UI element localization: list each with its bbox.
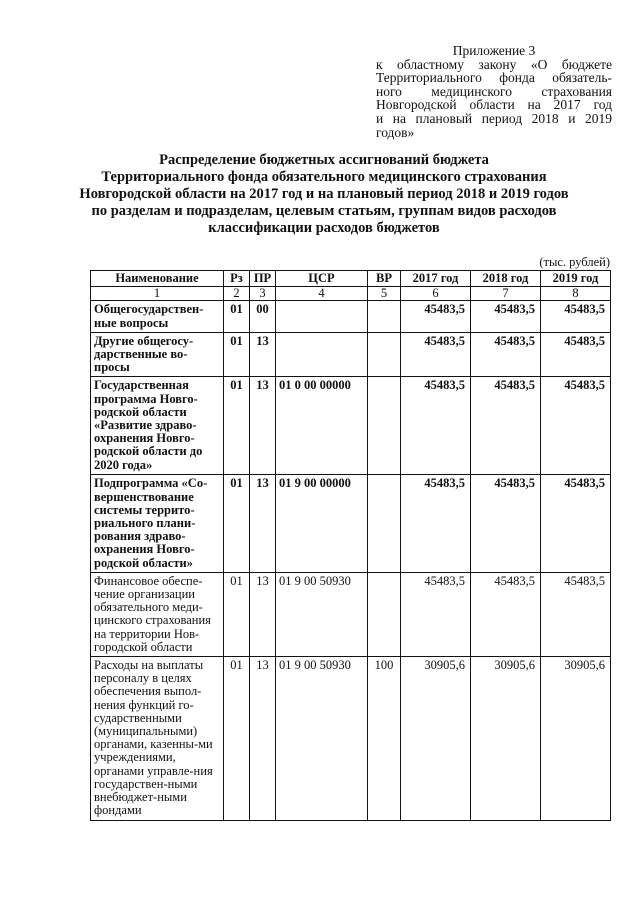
document-title [70,152,578,237]
row-csr: 01 9 00 50930 [276,657,368,820]
row-2019: 45483,5 [541,377,611,475]
column-number: 8 [541,287,611,301]
table-row [91,572,611,656]
title-line: Распределение бюджетных ассигнований бюджета [159,152,489,168]
row-2017: 45483,5 [401,377,471,475]
column-number: 7 [471,287,541,301]
row-name: Финансовое обеспе-чение организации обязательного меди-цинского страхования на территории Нов-городской области [91,572,224,656]
row-name: Общегосударствен-ные вопросы [91,301,224,332]
row-rz: 01 [224,332,250,377]
row-2018: 45483,5 [471,332,541,377]
appendix-line: Новгородской области на 2017 год [376,97,612,113]
row-name: Государственная программа Новго-родской области «Развитие здраво-охранения Новго-родской области до 2020 года» [91,377,224,475]
row-csr [276,301,368,332]
appendix-line: к областному закону «О бюджете [376,56,612,72]
row-csr: 01 0 00 00000 [276,377,368,475]
row-vr [368,301,401,332]
title-line: классификации расходов бюджетов [208,220,440,236]
row-csr [276,332,368,377]
row-2019: 45483,5 [541,572,611,656]
title-line: по разделам и подразделам, целевым статьям, группам видов расходов [91,203,557,219]
budget-table [90,270,611,821]
row-2018: 30905,6 [471,657,541,820]
row-rz: 01 [224,572,250,656]
row-pr: 13 [250,377,276,475]
row-csr: 01 9 00 50930 [276,572,368,656]
appendix-line: годов» [376,124,415,140]
header-rz: Рз [224,271,250,287]
row-vr [368,332,401,377]
row-rz: 01 [224,377,250,475]
row-pr: 00 [250,301,276,332]
header-name: Наименование [91,271,224,287]
row-vr [368,475,401,572]
row-csr: 01 9 00 00000 [276,475,368,572]
header-vr: ВР [368,271,401,287]
appendix-line: Территориального фонда обязатель- [376,70,612,86]
appendix-line: и на плановый период 2018 и 2019 [376,110,612,126]
row-2017: 45483,5 [401,572,471,656]
row-2017: 45483,5 [401,301,471,332]
header-row [91,271,611,287]
row-2019: 45483,5 [541,475,611,572]
row-pr: 13 [250,332,276,377]
appendix-heading: Приложение 3 [452,43,536,58]
row-pr: 13 [250,657,276,820]
column-number-row [91,287,611,301]
title-line: Новгородской области на 2017 год и на плановый период 2018 и 2019 годов [79,186,569,202]
title-line: Территориального фонда обязательного медицинского страхования [101,169,547,185]
column-number: 1 [91,287,224,301]
appendix-line: ного медицинского страхования [376,83,612,99]
row-2017: 45483,5 [401,332,471,377]
table-row [91,377,611,475]
row-2018: 45483,5 [471,377,541,475]
row-2017: 45483,5 [401,475,471,572]
row-2019: 30905,6 [541,657,611,820]
header-csr: ЦСР [276,271,368,287]
row-pr: 13 [250,475,276,572]
header-2017: 2017 год [401,271,471,287]
row-rz: 01 [224,301,250,332]
table-row [91,301,611,332]
row-rz: 01 [224,657,250,820]
row-pr: 13 [250,572,276,656]
row-2017: 30905,6 [401,657,471,820]
column-number: 4 [276,287,368,301]
header-2018: 2018 год [471,271,541,287]
column-number: 2 [224,287,250,301]
row-name: Другие общегосу-дарственные во-просы [91,332,224,377]
column-number: 5 [368,287,401,301]
header-pr: ПР [250,271,276,287]
table-row [91,657,611,820]
row-2018: 45483,5 [471,572,541,656]
row-vr [368,377,401,475]
units-label: (тыс. рублей) [539,255,610,269]
row-2019: 45483,5 [541,332,611,377]
row-name: Расходы на выплаты персоналу в целях обеспечения выпол-нения функций го-сударственными (муниципальными) органами, казенны-ми учреждениями, органами управле-ния государствен-ными внебюджет-ными фондами [91,657,224,820]
row-2019: 45483,5 [541,301,611,332]
header-2019: 2019 год [541,271,611,287]
row-2018: 45483,5 [471,475,541,572]
row-rz: 01 [224,475,250,572]
column-number: 3 [250,287,276,301]
table-row [91,332,611,377]
row-vr [368,572,401,656]
row-vr: 100 [368,657,401,820]
row-2018: 45483,5 [471,301,541,332]
row-name: Подпрограмма «Со-вершенствование системы террито-риального плани-рования здраво-охранения Новго-родской области» [91,475,224,572]
appendix-note [376,44,612,139]
table-row [91,475,611,572]
column-number: 6 [401,287,471,301]
